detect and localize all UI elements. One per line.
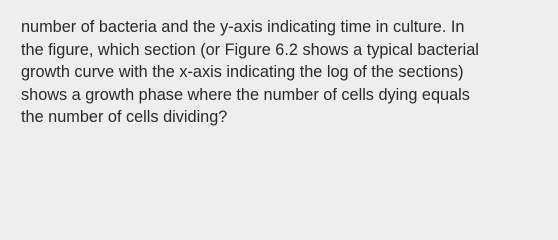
question-line-1: number of bacteria and the y-axis indicating time in culture. In	[21, 18, 465, 36]
question-line-5: the number of cells dividing?	[21, 108, 228, 126]
question-line-2: the figure, which section (or Figure 6.2 shows a typical bacterial	[21, 40, 479, 59]
question-line-4: shows a growth phase where the number of cells dying equals	[21, 85, 470, 104]
question-text	[21, 16, 551, 129]
question-line-3: growth curve with the x-axis indicating the log of the sections)	[21, 63, 464, 81]
